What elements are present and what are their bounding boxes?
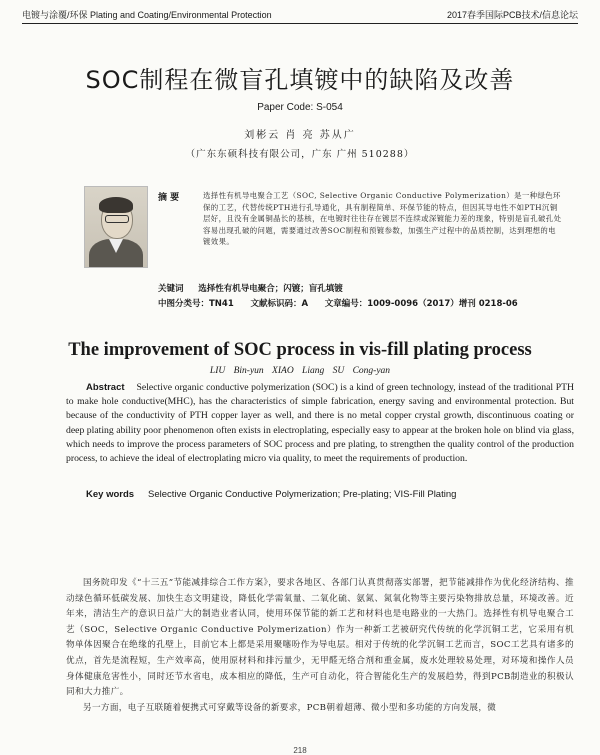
keywords-zh-label: 关键词 (158, 284, 184, 294)
abstract-zh-text: 选择性有机导电聚合工艺（SOC, Selective Organic Conductive Polymerization）是一种绿色环保的工艺，代替传统PTH进行孔导通化，具有制程简单、环保节能的特点，但因其导电性不如PTH沉铜层好，且没有金属铜晶长的基核，在电镀时往往存在镀层不连续或深镀能力差的现象，特别是盲孔破孔处容易出现孔破的问题，需要通过改善SOC制程和预镀参数，加强生产过程中的品质控制，达到理想的电镀效果。 (203, 191, 562, 246)
article-number: 文章编号：1009-0096（2017）增刊 0218-06 (324, 299, 518, 309)
header-left: 电镀与涂覆/环保 Plating and Coating/Environmental Protection (22, 9, 272, 20)
abstract-zh-label: 摘 要 (158, 193, 180, 203)
keywords-zh (158, 282, 343, 294)
title-en: The improvement of SOC process in vis-fill plating process (68, 340, 532, 360)
page-number: 218 (293, 746, 307, 755)
header-rule (22, 23, 578, 24)
paper-code: Paper Code: S-054 (257, 102, 343, 113)
clc-number: 中图分类号：TN41 (158, 299, 234, 309)
body-text (66, 576, 574, 716)
authors-en: LIU Bin-yun XIAO Liang SU Cong-yan (209, 366, 391, 376)
keywords-zh-text: 选择性有机导电聚合；闪镀；盲孔填镀 (198, 284, 343, 294)
running-header (22, 6, 578, 22)
abstract-en-label: Abstract (86, 382, 125, 393)
title-zh: SOC制程在微盲孔填镀中的缺陷及改善 (85, 66, 515, 94)
author-photo (84, 186, 148, 268)
keywords-en-text: Selective Organic Conductive Polymerization; Pre-plating; VIS-Fill Plating (148, 489, 457, 500)
body-paragraph: 另一方面，电子互联随着便携式可穿戴等设备的新要求，PCB朝着超薄、微小型和多功能的方向发展，微 (83, 702, 497, 713)
abstract-en-text: Selective organic conductive polymerization (SOC) is a kind of green technology, instead of the traditional PTH to make hole conductive(MHC), has the characteristics of simple fabrication, energy saving and environmental protection. But because of the conductivity of PTH copper layer as well, and there is no metal copper crystal growth, discontinuous coating or deep plating ability poor phenomenon often exists in electroplating, especially easy to appear at the broken hole on blind via glass, which needs to improve the process parameters of SOC process and pre plating, to strengthen the quality control of the production process, to achieve the ideal of electroplating micro via quality, to meet the requirements of production. (66, 382, 574, 465)
body-paragraph: 国务院印发《“十三五”节能减排综合工作方案》，要求各地区、各部门认真贯彻落实部署，把节能减排作为优化经济结构、推动绿色循环低碳发展、加快生态文明建设，降低化学需氧量、二氧化硫、氨氮、氮氧化物等主要污染物排放总量，环境改善。近年来，清洁生产的意识日益广大的制造业者认同，使用环保节能的新工艺和材料也是电路业的一大热门。选择性有机导电聚合工艺（SOC，Selective Organic Conductive Polymerization）作为一种新工艺被研究代传统的化学沉铜工艺，它采用有机物单体因聚合在绝缘的孔壁上，目前它本上都是采用聚噻吩作为导电层。相对于传统的化学沉铜工艺而言，SOC工艺具有诸多的优点，首先是流程短，生产效率高，使用原材料和排污量少，无甲醛无络合剂和重金属，废水处理较易处理，对环境和操作人员身体健康危害性小，同时还节水省电，成本相应的降低，生产可自动化，符合智能化生产的发展趋势，得到PCB制造业的积极认同和大力推广。 (66, 578, 574, 698)
abstract-en (66, 381, 574, 466)
classification-line (158, 297, 518, 309)
affiliation-zh: （广东东硕科技有限公司，广东 广州 510288） (185, 149, 415, 160)
keywords-en-label: Key words (86, 489, 135, 500)
header-right: 2017春季国际PCB技术/信息论坛 (446, 9, 578, 20)
keywords-en (86, 489, 456, 500)
doc-code: 文献标识码：A (250, 299, 309, 309)
authors-zh: 刘彬云 肖 亮 苏从广 (244, 130, 356, 141)
